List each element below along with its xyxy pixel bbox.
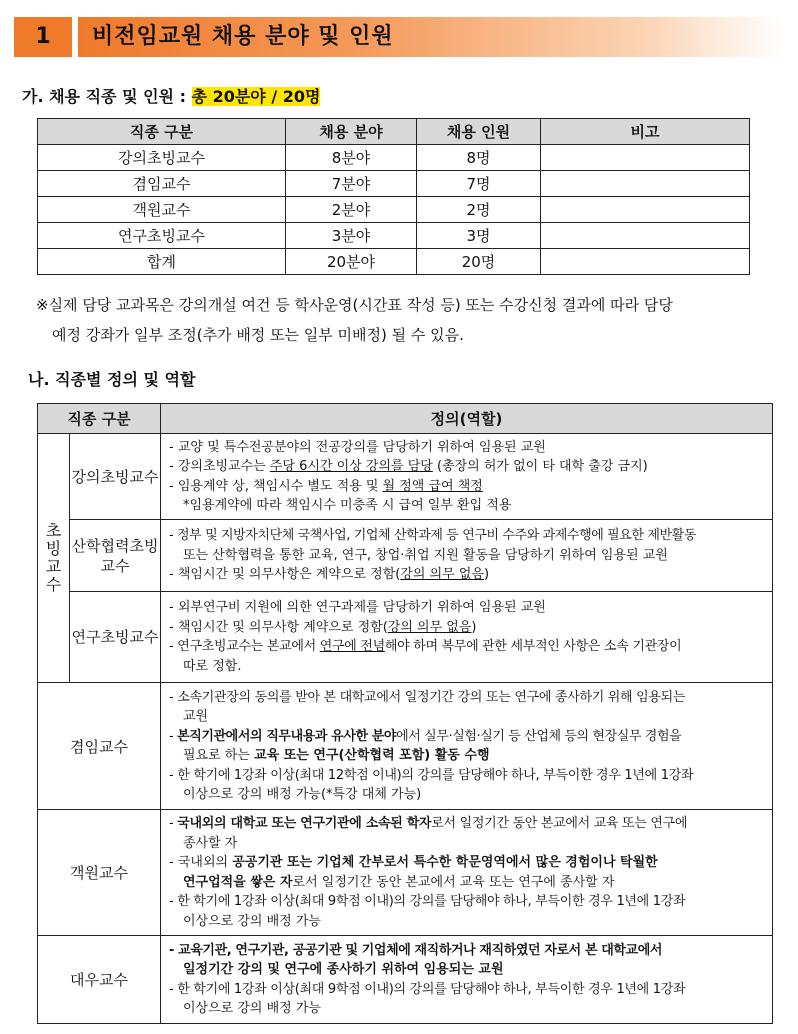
text-span: - 임용계약 상, 책임시수 별도 적용 및 <box>169 478 383 494</box>
table-cell: 20분야 <box>286 249 417 275</box>
col-header: 비고 <box>541 119 750 145</box>
definition-line: - 소속기관장의 동의를 받아 본 대학교에서 일정기간 강의 또는 연구에 종사하기 위해 임용되는 <box>169 689 686 705</box>
table-cell <box>541 171 750 197</box>
bold-text: 교육 또는 연구(산학협력 포함) 활동 수행 <box>254 748 490 763</box>
definition-line: - 교육기관, 연구기관, 공공기관 및 기업체에 재직하거나 재직하였던 자로서 본 대학교에서 <box>169 942 663 958</box>
text-span: - 강의초빙교수는 <box>169 459 270 474</box>
bold-text: 국내외의 대학교 또는 연구기관에 소속된 학자 <box>177 816 432 831</box>
text-span: ) <box>471 619 477 635</box>
role-name: 연구초빙교수 <box>70 592 161 683</box>
text-span: 로서 일정기간 동안 본교에서 교육 또는 연구에 종사할 자 <box>292 874 615 890</box>
definition-line: - 외부연구비 지원에 의한 연구과제를 담당하기 위하여 임용된 교원 <box>169 600 546 615</box>
definition-line <box>169 746 766 766</box>
group-label-visiting-professor <box>38 434 70 683</box>
role-definition <box>161 434 773 520</box>
table-cell: 3명 <box>417 223 541 249</box>
definition-line: - 한 학기에 1강좌 이상(최대 9학점 이내)의 강의를 담당해야 하나, 부득이한 경우 1년에 1강좌 <box>169 981 686 997</box>
role-name: 산학협력초빙교수 <box>70 520 161 592</box>
table-row <box>38 197 750 223</box>
definition-line: - 정부 및 지방자치단체 국책사업, 기업체 산학과제 등 연구비 수주와 과제수행에 필요한 제반활동 <box>169 528 696 544</box>
table-row <box>38 936 773 1024</box>
table-cell <box>541 197 750 223</box>
text-span: - 책임시간 및 의무사항 계약으로 정함( <box>169 619 388 635</box>
definition-line <box>169 853 766 873</box>
table-cell: 연구초빙교수 <box>38 223 286 249</box>
text-span: - 연구초빙교수는 본교에서 <box>169 639 320 654</box>
definition-line <box>169 477 766 497</box>
table-cell: 7분야 <box>286 171 417 197</box>
definition-line <box>169 618 766 638</box>
definition-line <box>169 814 766 834</box>
underlined-text: 강의 의무 없음 <box>387 619 472 635</box>
text-span: (총장의 허가 없이 타 대학 출강 금지) <box>432 459 648 474</box>
definition-line: - 한 학기에 1강좌 이상(최대 12학점 이내)의 강의를 담당해야 하나, 부득이한 경우 1년에 1강좌 <box>169 767 694 783</box>
definition-line: 이상으로 강의 배정 가능 <box>183 1001 321 1016</box>
text-span: - 책임시간 및 의무사항은 계약으로 정함( <box>169 567 401 583</box>
table-cell: 강의초빙교수 <box>38 145 286 171</box>
table-row <box>38 592 773 683</box>
table-row-total <box>38 249 750 275</box>
table-row <box>38 171 750 197</box>
table-row <box>38 434 773 520</box>
bold-text: 본직기관에서의 직무내용과 유사한 분야 <box>177 728 397 744</box>
table-cell <box>541 249 750 275</box>
underlined-text: 연구에 전념 <box>319 639 385 654</box>
subsection-a-heading <box>22 84 320 107</box>
col-header: 채용 인원 <box>417 119 541 145</box>
table-row <box>38 810 773 936</box>
text-span: - <box>169 816 178 831</box>
definition-line <box>169 637 766 657</box>
definition-line: 따로 정함. <box>183 658 242 674</box>
role-name: 강의초빙교수 <box>70 434 161 520</box>
text-span: - 국내외의 <box>169 855 233 870</box>
role-definition <box>161 592 773 683</box>
definition-line: 교원 <box>183 709 209 724</box>
table-cell: 겸임교수 <box>38 171 286 197</box>
definition-line <box>169 565 766 585</box>
table-header-row <box>38 119 750 145</box>
col-header: 직종 구분 <box>38 119 286 145</box>
section-title: 비전임교원 채용 분야 및 인원 <box>92 24 394 49</box>
text-span: 에서 실무·실험·실기 등 산업체 등의 현장실무 경험을 <box>396 728 682 744</box>
table-cell: 객원교수 <box>38 197 286 223</box>
text-span: 필요로 하는 <box>183 748 255 763</box>
underlined-text: 주당 6시간 이상 강의를 담당 <box>269 459 433 474</box>
table-cell: 3분야 <box>286 223 417 249</box>
role-definition <box>161 810 773 936</box>
col-header: 정의(역할) <box>161 404 773 434</box>
text-span: 로서 일정기간 동안 본교에서 교육 또는 연구에 <box>431 816 688 831</box>
table-cell: 2분야 <box>286 197 417 223</box>
definition-line: - 한 학기에 1강좌 이상(최대 9학점 이내)의 강의를 담당해야 하나, 부득이한 경우 1년에 1강좌 <box>169 894 686 909</box>
definition-line: *임용계약에 따라 책임시수 미충족 시 급여 일부 환입 적용 <box>183 498 512 513</box>
section-header <box>14 17 784 57</box>
table-cell <box>541 145 750 171</box>
text-span: 해야 하며 복무에 관한 세부적인 사항은 소속 기관장이 <box>384 639 682 654</box>
definition-line: 이상으로 강의 배정 가능(*특강 대체 가능) <box>183 787 422 802</box>
definition-line: 이상으로 강의 배정 가능 <box>183 913 321 929</box>
definition-line: - 교양 및 특수전공분야의 전공강의를 담당하기 위하여 임용된 교원 <box>169 439 546 455</box>
table-row <box>38 223 750 249</box>
subsection-a-highlight: 총 20분야 / 20명 <box>191 87 321 106</box>
definition-line <box>169 727 766 747</box>
table-cell: 8명 <box>417 145 541 171</box>
section-title-bar <box>78 17 784 57</box>
table-cell <box>541 223 750 249</box>
table-cell: 8분야 <box>286 145 417 171</box>
col-header: 채용 분야 <box>286 119 417 145</box>
definition-line: 일정기간 강의 및 연구에 종사하기 위하여 임용되는 교원 <box>183 962 504 977</box>
subsection-b-heading: 나. 직종별 정의 및 역할 <box>28 370 196 389</box>
role-definition <box>161 520 773 592</box>
role-name: 대우교수 <box>38 936 161 1024</box>
table-row <box>38 145 750 171</box>
table-cell: 20명 <box>417 249 541 275</box>
underlined-text: 강의 의무 없음 <box>400 567 484 583</box>
role-definition <box>161 936 773 1024</box>
text-span: - <box>169 728 178 744</box>
underlined-text: 월 정액 급여 책정 <box>382 478 483 494</box>
col-header: 직종 구분 <box>38 404 161 434</box>
table-header-row <box>38 404 773 434</box>
role-definition-table <box>37 403 773 1024</box>
role-name: 객원교수 <box>38 810 161 936</box>
recruitment-table <box>37 118 750 275</box>
text-span: ) <box>483 567 490 583</box>
table-row <box>38 683 773 810</box>
footnote-line: 예정 강좌가 일부 조정(추가 배정 또는 일부 미배정) 될 수 있음. <box>52 326 464 344</box>
footnote <box>36 290 786 350</box>
table-cell: 2명 <box>417 197 541 223</box>
table-row <box>38 520 773 592</box>
footnote-line: ※실제 담당 교과목은 강의개설 여건 등 학사운영(시간표 작성 등) 또는 수강신청 결과에 따라 담당 <box>36 296 673 314</box>
definition-line: 또는 산학협력을 통한 교육, 연구, 창업·취업 지원 활동을 담당하기 위하여 임용된 교원 <box>183 547 668 563</box>
role-definition <box>161 683 773 810</box>
table-cell: 합계 <box>38 249 286 275</box>
definition-line <box>169 457 766 477</box>
bold-text: 공공기관 또는 기업체 간부로서 특수한 학문영역에서 많은 경험이나 탁월한 <box>232 855 658 870</box>
definition-line <box>169 873 766 893</box>
section-number: 1 <box>14 17 72 57</box>
bold-text: 연구업적을 쌓은 자 <box>183 874 293 890</box>
table-cell: 7명 <box>417 171 541 197</box>
definition-line: 종사할 자 <box>183 835 238 851</box>
role-name: 겸임교수 <box>38 683 161 810</box>
subsection-a-label: 가. 채용 직종 및 인원 : <box>22 87 192 106</box>
group-label: 초빙교수 <box>45 521 62 594</box>
